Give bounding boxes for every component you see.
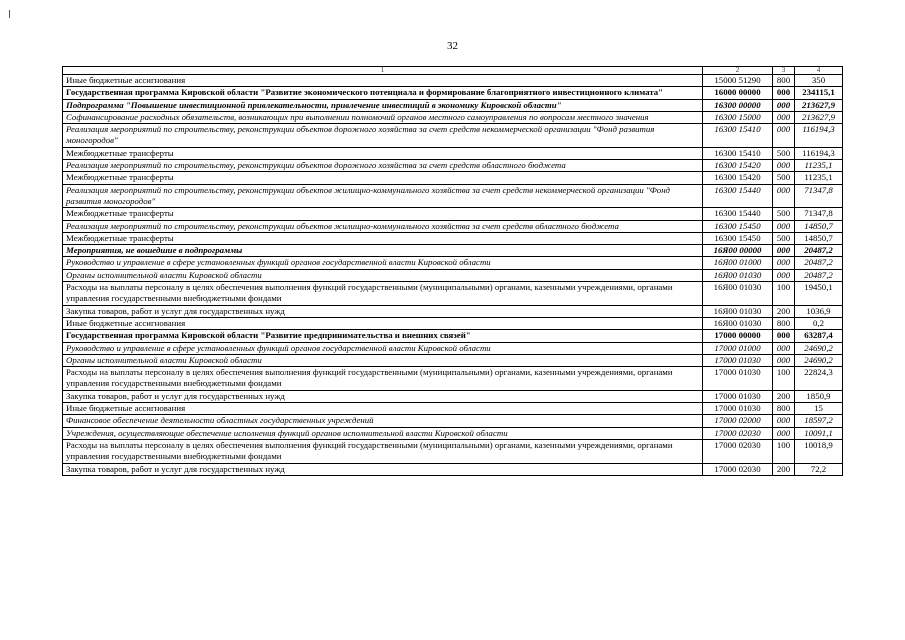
row-type-cell: 200 xyxy=(773,390,795,402)
row-amount-cell: 18597,2 xyxy=(795,415,843,427)
row-amount-cell: 1850,9 xyxy=(795,390,843,402)
table-row xyxy=(63,257,843,269)
row-type-cell: 100 xyxy=(773,282,795,306)
row-code-cell: 16300 00000 xyxy=(703,99,773,111)
row-type-cell: 000 xyxy=(773,245,795,257)
row-name-cell: Закупка товаров, работ и услуг для государственных нужд xyxy=(63,390,703,402)
row-code-cell: 16300 15440 xyxy=(703,184,773,208)
row-name-cell: Государственная программа Кировской области "Развитие предпринимательства и внешних связей" xyxy=(63,330,703,342)
row-type-cell: 800 xyxy=(773,317,795,329)
table-row xyxy=(63,147,843,159)
table-row xyxy=(63,172,843,184)
row-amount-cell: 24690,2 xyxy=(795,342,843,354)
table-row xyxy=(63,99,843,111)
row-amount-cell: 11235,1 xyxy=(795,160,843,172)
table-row xyxy=(63,403,843,415)
row-name-cell: Закупка товаров, работ и услуг для государственных нужд xyxy=(63,463,703,475)
row-type-cell: 000 xyxy=(773,257,795,269)
row-type-cell: 000 xyxy=(773,184,795,208)
row-code-cell: 16300 15440 xyxy=(703,208,773,220)
row-code-cell: 17000 00000 xyxy=(703,330,773,342)
row-code-cell: 17000 01000 xyxy=(703,342,773,354)
row-type-cell: 200 xyxy=(773,463,795,475)
row-type-cell: 000 xyxy=(773,99,795,111)
page-number: 32 xyxy=(447,40,458,52)
row-amount-cell: 71347,8 xyxy=(795,184,843,208)
table-row xyxy=(63,75,843,87)
row-type-cell: 800 xyxy=(773,403,795,415)
row-code-cell: 15000 51290 xyxy=(703,75,773,87)
row-name-cell: Закупка товаров, работ и услуг для государственных нужд xyxy=(63,305,703,317)
row-type-cell: 500 xyxy=(773,208,795,220)
table-row xyxy=(63,160,843,172)
table-row xyxy=(63,354,843,366)
header-col-4: 4 xyxy=(795,67,843,75)
row-code-cell: 17000 02030 xyxy=(703,427,773,439)
row-code-cell: 16300 15420 xyxy=(703,160,773,172)
scan-margin-mark xyxy=(9,10,10,18)
row-amount-cell: 234115,1 xyxy=(795,87,843,99)
row-name-cell: Реализация мероприятий по строительству, реконструкции объектов жилищно-коммунального хозяйства за счет средств областного бюджета xyxy=(63,220,703,232)
row-code-cell: 16300 15410 xyxy=(703,124,773,148)
table-row xyxy=(63,269,843,281)
row-name-cell: Органы исполнительной власти Кировской области xyxy=(63,269,703,281)
row-amount-cell: 22824,3 xyxy=(795,367,843,391)
table-row xyxy=(63,317,843,329)
row-name-cell: Финансовое обеспечение деятельности областных государственных учреждений xyxy=(63,415,703,427)
row-code-cell: 16Я00 01030 xyxy=(703,282,773,306)
row-type-cell: 000 xyxy=(773,269,795,281)
row-code-cell: 17000 01030 xyxy=(703,367,773,391)
row-name-cell: Расходы на выплаты персоналу в целях обеспечения выполнения функций государственными (муниципальными) органами, казенными учреждениями, органами управления государственными внебюджетными фондами xyxy=(63,282,703,306)
budget-table xyxy=(62,66,843,476)
row-name-cell: Расходы на выплаты персоналу в целях обеспечения выполнения функций государственными (муниципальными) органами, казенными учреждениями, органами управления государственными внебюджетными фондами xyxy=(63,439,703,463)
table-row xyxy=(63,184,843,208)
row-amount-cell: 20487,2 xyxy=(795,245,843,257)
row-amount-cell: 213627,9 xyxy=(795,111,843,123)
row-name-cell: Органы исполнительной власти Кировской области xyxy=(63,354,703,366)
header-row xyxy=(63,67,843,75)
table-row xyxy=(63,124,843,148)
row-code-cell: 16Я00 01030 xyxy=(703,317,773,329)
row-code-cell: 16300 15000 xyxy=(703,111,773,123)
row-code-cell: 17000 02000 xyxy=(703,415,773,427)
row-amount-cell: 10018,9 xyxy=(795,439,843,463)
row-code-cell: 17000 01030 xyxy=(703,403,773,415)
row-type-cell: 000 xyxy=(773,330,795,342)
row-name-cell: Иные бюджетные ассигнования xyxy=(63,75,703,87)
row-code-cell: 17000 01030 xyxy=(703,390,773,402)
table-row xyxy=(63,439,843,463)
row-code-cell: 16000 00000 xyxy=(703,87,773,99)
row-code-cell: 16Я00 01000 xyxy=(703,257,773,269)
row-type-cell: 000 xyxy=(773,427,795,439)
row-code-cell: 16Я00 01030 xyxy=(703,269,773,281)
row-name-cell: Реализация мероприятий по строительству, реконструкции объектов дорожного хозяйства за счет средств областного бюджета xyxy=(63,160,703,172)
row-code-cell: 16300 15410 xyxy=(703,147,773,159)
row-code-cell: 16Я00 01030 xyxy=(703,305,773,317)
row-amount-cell: 213627,9 xyxy=(795,99,843,111)
row-code-cell: 16Я00 00000 xyxy=(703,245,773,257)
row-type-cell: 000 xyxy=(773,87,795,99)
row-name-cell: Межбюджетные трансферты xyxy=(63,232,703,244)
table-row xyxy=(63,245,843,257)
row-type-cell: 200 xyxy=(773,305,795,317)
row-amount-cell: 20487,2 xyxy=(795,257,843,269)
row-name-cell: Учреждения, осуществляющие обеспечение исполнения функций органов исполнительной власти Кировской области xyxy=(63,427,703,439)
table-row xyxy=(63,463,843,475)
row-type-cell: 100 xyxy=(773,439,795,463)
row-amount-cell: 19450,1 xyxy=(795,282,843,306)
row-type-cell: 500 xyxy=(773,232,795,244)
row-name-cell: Межбюджетные трансферты xyxy=(63,208,703,220)
row-amount-cell: 71347,8 xyxy=(795,208,843,220)
row-name-cell: Мероприятия, не вошедшие в подпрограммы xyxy=(63,245,703,257)
row-name-cell: Софинансирование расходных обязательств, возникающих при выполнении полномочий органов местного самоуправления по вопросам местного значения xyxy=(63,111,703,123)
table-row xyxy=(63,220,843,232)
row-type-cell: 500 xyxy=(773,147,795,159)
row-amount-cell: 1036,9 xyxy=(795,305,843,317)
row-type-cell: 000 xyxy=(773,220,795,232)
row-code-cell: 17000 01030 xyxy=(703,354,773,366)
row-amount-cell: 10091,1 xyxy=(795,427,843,439)
row-amount-cell: 20487,2 xyxy=(795,269,843,281)
row-name-cell: Руководство и управление в сфере установленных функций органов государственной власти Кировской области xyxy=(63,257,703,269)
table-row xyxy=(63,87,843,99)
table-row xyxy=(63,208,843,220)
row-type-cell: 000 xyxy=(773,160,795,172)
row-name-cell: Руководство и управление в сфере установленных функций органов государственной власти Кировской области xyxy=(63,342,703,354)
header-col-1: 1 xyxy=(63,67,703,75)
row-name-cell: Реализация мероприятий по строительству, реконструкции объектов дорожного хозяйства за счет средств некоммерческой организации "Фонд развития моногородов" xyxy=(63,124,703,148)
row-amount-cell: 116194,3 xyxy=(795,124,843,148)
row-name-cell: Подпрограмма "Повышение инвестиционной привлекательности, привлечение инвестиций в экономику Кировской области" xyxy=(63,99,703,111)
table-row xyxy=(63,342,843,354)
row-amount-cell: 116194,3 xyxy=(795,147,843,159)
row-amount-cell: 14850,7 xyxy=(795,220,843,232)
row-type-cell: 000 xyxy=(773,354,795,366)
row-code-cell: 16300 15450 xyxy=(703,220,773,232)
row-amount-cell: 24690,2 xyxy=(795,354,843,366)
row-type-cell: 100 xyxy=(773,367,795,391)
row-type-cell: 000 xyxy=(773,124,795,148)
row-name-cell: Государственная программа Кировской области "Развитие экономического потенциала и формирование благоприятного инвестиционного климата" xyxy=(63,87,703,99)
row-type-cell: 000 xyxy=(773,415,795,427)
table-row xyxy=(63,390,843,402)
row-code-cell: 17000 02030 xyxy=(703,463,773,475)
table-row xyxy=(63,427,843,439)
row-amount-cell: 72,2 xyxy=(795,463,843,475)
row-amount-cell: 11235,1 xyxy=(795,172,843,184)
row-name-cell: Иные бюджетные ассигнования xyxy=(63,403,703,415)
row-name-cell: Межбюджетные трансферты xyxy=(63,147,703,159)
header-col-2: 2 xyxy=(703,67,773,75)
table-row xyxy=(63,415,843,427)
row-type-cell: 000 xyxy=(773,111,795,123)
row-type-cell: 500 xyxy=(773,172,795,184)
row-type-cell: 800 xyxy=(773,75,795,87)
row-name-cell: Расходы на выплаты персоналу в целях обеспечения выполнения функций государственными (муниципальными) органами, казенными учреждениями, органами управления государственными внебюджетными фондами xyxy=(63,367,703,391)
table-row xyxy=(63,330,843,342)
row-name-cell: Иные бюджетные ассигнования xyxy=(63,317,703,329)
table-row xyxy=(63,111,843,123)
row-amount-cell: 14850,7 xyxy=(795,232,843,244)
row-type-cell: 000 xyxy=(773,342,795,354)
table-row xyxy=(63,282,843,306)
row-amount-cell: 0,2 xyxy=(795,317,843,329)
row-name-cell: Реализация мероприятий по строительству, реконструкции объектов жилищно-коммунального хозяйства за счет средств некоммерческой организации "Фонд развития моногородов" xyxy=(63,184,703,208)
row-code-cell: 17000 02030 xyxy=(703,439,773,463)
row-code-cell: 16300 15450 xyxy=(703,232,773,244)
row-amount-cell: 15 xyxy=(795,403,843,415)
row-code-cell: 16300 15420 xyxy=(703,172,773,184)
table-row xyxy=(63,367,843,391)
row-amount-cell: 63287,4 xyxy=(795,330,843,342)
table-row xyxy=(63,305,843,317)
row-amount-cell: 350 xyxy=(795,75,843,87)
table-row xyxy=(63,232,843,244)
row-name-cell: Межбюджетные трансферты xyxy=(63,172,703,184)
header-col-3: 3 xyxy=(773,67,795,75)
